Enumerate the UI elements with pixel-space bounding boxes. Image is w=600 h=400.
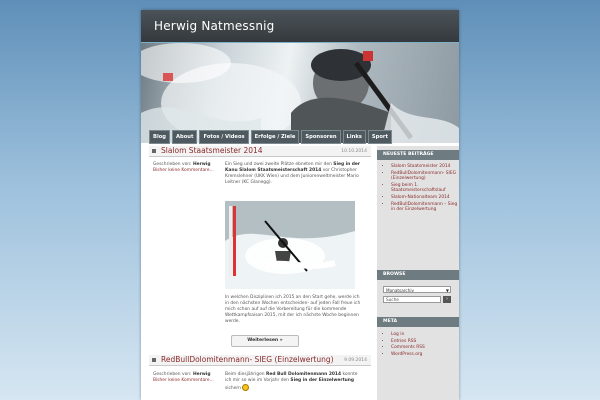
post-title-bar: [149, 355, 371, 366]
recent-post-link[interactable]: • Slalom-Nationalteam 2014: [391, 195, 461, 201]
chevron-down-icon: ▼: [445, 288, 449, 293]
recent-post-link[interactable]: • RedBullDolomitenmann – Sieg in der Einzelwertung: [391, 202, 461, 213]
post-text-bold: Red Bull Dolomitenmann 2014: [266, 372, 342, 377]
recent-post-link[interactable]: • Sieg beim 1. Staatsmeisterschaftslauf: [391, 183, 461, 194]
post-text: sichern: [225, 386, 241, 391]
meta-list: [385, 332, 461, 358]
recent-post-link[interactable]: • RedBullDolomitenmann- SIEG (Einzelwertung): [391, 171, 461, 182]
meta-prefix: Geschrieben von:: [153, 162, 192, 167]
post-meta: [153, 372, 223, 384]
post-text: Beim diesjährigen: [225, 372, 265, 377]
arrow-right-icon: ›: [446, 296, 448, 302]
meta-title: META: [377, 317, 459, 327]
search-input[interactable]: Suche: [383, 296, 441, 303]
meta-link-entries-rss[interactable]: • Entries RSS: [391, 339, 461, 345]
meta-link-wordpress[interactable]: • WordPress.org: [391, 352, 461, 358]
post-title[interactable]: RedBullDolomitenmann- SIEG (Einzelwertung): [161, 355, 334, 364]
recent-post-link[interactable]: • Slalom Staatsmeister 2014: [391, 164, 461, 170]
recent-posts-title: NEUESTE BEITRÄGE: [377, 150, 459, 160]
post-date: 9.09.2014: [344, 358, 367, 363]
nav-about[interactable]: About: [172, 130, 197, 144]
post-author[interactable]: Herwig: [192, 162, 211, 167]
post-text: vor Christopher Kremslehner (UKK Wien) und dem Juniorenweltmeister Mario Leitner (KC Glanegg).: [225, 168, 359, 185]
nav-erfolge-ziele[interactable]: Erfolge / Ziele: [251, 130, 300, 144]
nav-blog[interactable]: Blog: [149, 130, 170, 144]
post-excerpt: [225, 372, 361, 392]
post-text-bold: Sieg in der Einzelwertung: [290, 378, 355, 383]
smiley-icon: [242, 384, 249, 391]
main-navigation: [149, 130, 392, 142]
sidebar: [377, 146, 459, 400]
read-more-button[interactable]: Weiterlesen »: [231, 335, 299, 347]
post-author[interactable]: Herwig: [192, 372, 211, 377]
nav-fotos-videos[interactable]: Fotos / Videos: [199, 130, 248, 144]
meta-link-login[interactable]: • Log in: [391, 332, 461, 338]
nav-sponsoren[interactable]: Sponsoren: [301, 130, 340, 144]
post-title[interactable]: Slalom Staatsmeister 2014: [161, 146, 263, 155]
browse-title: BROWSE: [377, 270, 459, 280]
post-date: 10.10.2014: [341, 149, 367, 154]
nav-sport[interactable]: Sport: [368, 130, 392, 144]
archive-select-value: Monatsarchiv: [386, 288, 415, 293]
page-container: [141, 10, 459, 400]
post-image[interactable]: [225, 201, 355, 289]
post-title-bar: [149, 146, 371, 157]
header-banner-image: [141, 43, 459, 143]
post-excerpt: [225, 162, 361, 186]
site-header: [141, 10, 459, 43]
site-title[interactable]: Herwig Natmessnig: [154, 19, 275, 33]
post-text-bold: Sieg in der Kanu Slalom Staatsmeisterschaft 2014: [225, 162, 361, 173]
bullet-square-icon: [152, 358, 156, 362]
post-text: Ein Sieg und zwei zweite Plätze ebneten mir den: [225, 162, 332, 167]
post-meta: [153, 162, 223, 174]
meta-link-comments-rss[interactable]: • Comments RSS: [391, 345, 461, 351]
post-comments-link[interactable]: Bisher keine Kommentare...: [153, 378, 214, 383]
search-submit-button[interactable]: [443, 296, 451, 303]
recent-posts-list: [385, 164, 461, 214]
nav-links[interactable]: Links: [343, 130, 366, 144]
archive-select[interactable]: [383, 286, 451, 293]
meta-prefix: Geschrieben von:: [153, 372, 192, 377]
bullet-square-icon: [152, 149, 156, 153]
post-text: konnte ich mir so wie im Vorjahr den: [225, 372, 358, 383]
post-comments-link[interactable]: Bisher keine Kommentare...: [153, 168, 214, 173]
post-excerpt-continued: In welchen Disziplinen ich 2015 an den Start gehe, werde ich in den nächsten Wochen entscheiden- auf jeden Fall freue ich mich schon auf auf die Vorbereitung für die kommende Wettkampfsaison 2015, mit der ich nächste Woche beginnen werde.: [225, 295, 361, 324]
